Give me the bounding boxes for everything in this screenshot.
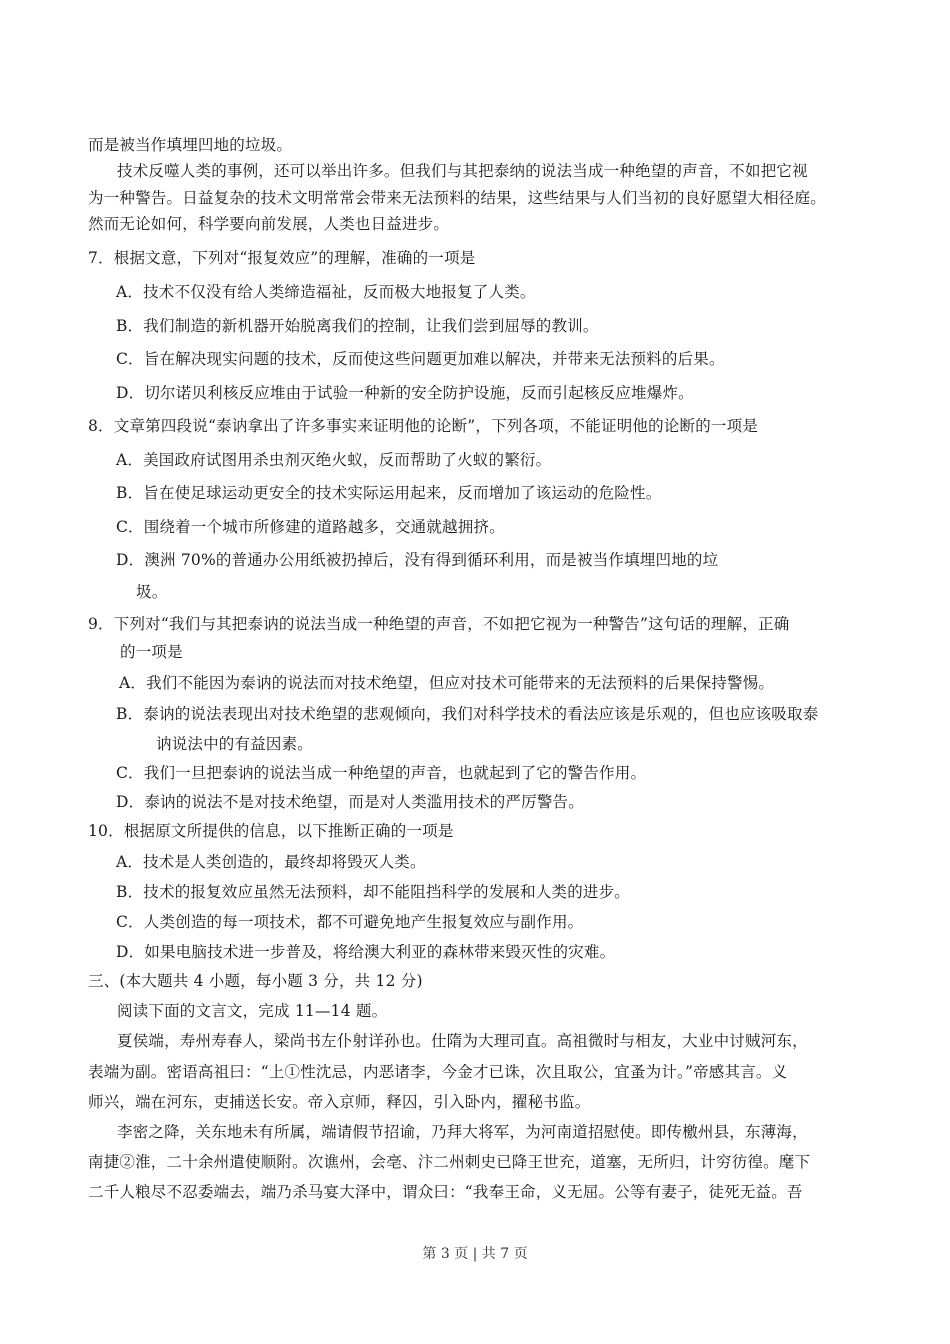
classical-text-line: 二千人粮尽不忍委端去，端乃杀马宴大泽中，谓众曰：“我奉王命，义无屈。公等有妻子，徒死无益。吾	[88, 1183, 803, 1201]
question-7: 7．根据文意，下列对“报复效应”的理解，准确的一项是	[88, 249, 476, 267]
paragraph-line: 而是被当作填埋凹地的垃圾。	[88, 136, 293, 154]
question-9-option-a: A．我们不能因为泰讷的说法而对技术绝望，但应对技术可能带来的无法预料的后果保持警惕。	[119, 674, 775, 692]
question-10-option-a: A．技术是人类创造的，最终却将毁灭人类。	[116, 853, 426, 871]
paragraph-line: 为一种警告。日益复杂的技术文明常常会带来无法预料的结果，这些结果与人们当初的良好愿望大相径庭。	[88, 189, 826, 207]
page-footer: 第 3 页 | 共 7 页	[422, 1246, 528, 1262]
question-10-option-c: C．人类创造的每一项技术，都不可避免地产生报复效应与副作用。	[116, 913, 584, 931]
classical-text-line: 李密之降，关东地未有所属，端请假节招谕，乃拜大将军，为河南道招慰使。即传檄州县，东薄海，	[117, 1123, 808, 1141]
section-instruction: 阅读下面的文言文，完成 11—14 题。	[117, 1002, 388, 1020]
question-7-option-b: B．我们制造的新机器开始脱离我们的控制，让我们尝到屈辱的教训。	[116, 317, 599, 335]
question-8-option-b: B．旨在使足球运动更安全的技术实际运用起来，反而增加了该运动的危险性。	[116, 484, 662, 502]
question-8-option-a: A．美国政府试图用杀虫剂灭绝火蚁，反而帮助了火蚁的繁衍。	[116, 451, 552, 469]
section-heading: 三、(本大题共 4 小题，每小题 3 分，共 12 分)	[88, 972, 423, 990]
question-9-option-b-cont: 讷说法中的有益因素。	[156, 735, 314, 753]
classical-text-line: 师兴，端在河东，吏捕送长安。帝入京师，释囚，引入卧内，擢秘书监。	[88, 1093, 591, 1111]
question-9-option-b: B．泰讷的说法表现出对技术绝望的悲观倾向，我们对科学技术的看法应该是乐观的，但也应该吸取泰	[116, 705, 819, 723]
question-7-option-c: C．旨在解决现实问题的技术，反而使这些问题更加难以解决，并带来无法预料的后果。	[116, 350, 725, 368]
classical-text-line: 南捷②淮，二十余州遣使顺附。次谯州，会亳、汴二州刺史已降王世充，道塞，无所归，计穷彷徨。麾下	[88, 1153, 811, 1171]
classical-text-line: 表端为副。密语高祖曰：“上①性沈忌，内恶诸李，今金才已诛，次且取公，宜蚤为计。”帝感其言。义	[88, 1063, 788, 1081]
question-9-option-d: D．泰讷的说法不是对技术绝望，而是对人类滥用技术的严厉警告。	[116, 793, 584, 811]
question-9-option-c: C．我们一旦把泰讷的说法当成一种绝望的声音，也就起到了它的警告作用。	[116, 764, 647, 782]
question-10-option-d: D．如果电脑技术进一步普及，将给澳大利亚的森林带来毁灭性的灾难。	[116, 943, 616, 961]
question-7-option-a: A．技术不仅没有给人类缔造福祉，反而极大地报复了人类。	[116, 283, 536, 301]
question-8-option-d: D．澳洲 70%的普通办公用纸被扔掉后，没有得到循环利用，而是被当作填埋凹地的垃	[116, 551, 719, 569]
question-8: 8．文章第四段说“泰讷拿出了许多事实来证明他的论断”，下列各项，不能证明他的论断的一项是	[88, 417, 759, 435]
question-10-option-b: B．技术的报复效应虽然无法预料，却不能阻挡科学的发展和人类的进步。	[116, 883, 630, 901]
question-9-cont: 的一项是	[120, 643, 183, 661]
question-8-option-c: C．围绕着一个城市所修建的道路越多，交通就越拥挤。	[116, 518, 505, 536]
question-8-option-d-cont: 圾。	[136, 583, 168, 601]
paragraph-line: 技术反噬人类的事例，还可以举出许多。但我们与其把泰纳的说法当成一种绝望的声音，不如把它视	[117, 162, 808, 180]
classical-text-line: 夏侯端，寿州寿春人，梁尚书左仆射详孙也。仕隋为大理司直。高祖微时与相友，大业中讨贼河东，	[117, 1032, 808, 1050]
question-10: 10．根据原文所提供的信息，以下推断正确的一项是	[88, 822, 454, 840]
paragraph-line: 然而无论如何，科学要向前发展，人类也日益进步。	[88, 215, 450, 233]
question-7-option-d: D．切尔诺贝利核反应堆由于试验一种新的安全防护设施，反而引起核反应堆爆炸。	[116, 384, 694, 402]
question-9: 9．下列对“我们与其把泰讷的说法当成一种绝望的声音，不如把它视为一种警告”这句话的理解，正确	[88, 615, 790, 633]
